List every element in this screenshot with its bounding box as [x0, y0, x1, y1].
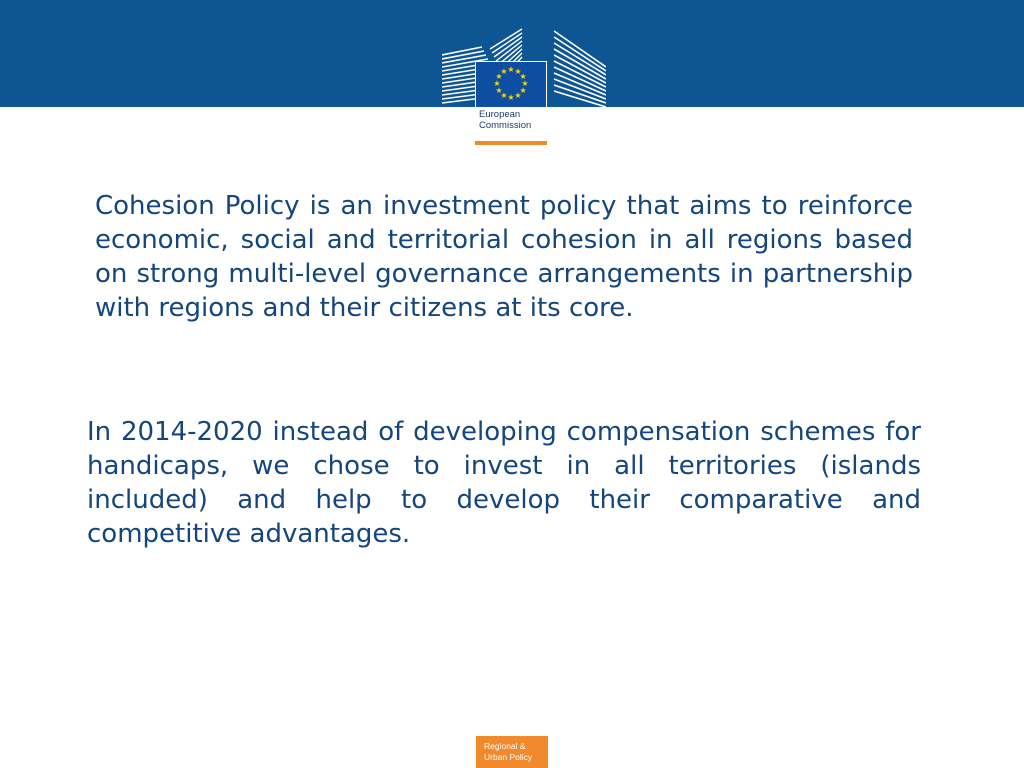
- svg-text:★: ★: [493, 79, 501, 88]
- logo-line-commission: Commission: [479, 119, 532, 131]
- badge-line-regional: Regional &: [484, 741, 526, 751]
- eu-stars-circle: [476, 62, 546, 107]
- logo-card: [475, 61, 547, 145]
- svg-text:★: ★: [521, 79, 529, 88]
- badge-line-urban-policy: Urban Policy: [484, 752, 533, 762]
- svg-text:★: ★: [507, 93, 515, 102]
- logo-wordmark: [479, 110, 531, 131]
- cohesion-policy-paragraph: Cohesion Policy is an investment policy that aims to reinforce economic, social and territorial cohesion in all regions based on strong multi-level governance arrangements in partnership with regions and their citizens at its core.: [95, 191, 913, 323]
- svg-text:★: ★: [495, 86, 503, 95]
- svg-text:★: ★: [500, 66, 508, 76]
- european-commission-logo: [442, 25, 606, 145]
- svg-text:★: ★: [519, 72, 527, 81]
- svg-text:★: ★: [514, 66, 522, 76]
- logo-line-european: European: [479, 109, 521, 120]
- regional-urban-policy-badge: [476, 736, 548, 768]
- svg-text:★: ★: [500, 91, 508, 101]
- svg-text:★: ★: [495, 72, 503, 81]
- eu-flag-icon: [476, 62, 546, 107]
- svg-text:★: ★: [514, 91, 522, 101]
- svg-text:★: ★: [507, 65, 515, 74]
- svg-text:★: ★: [519, 86, 527, 95]
- investment-paragraph: In 2014-2020 instead of developing compensation schemes for handicaps, we chose to invest in all territories (islands included) and help to develop their comparative and competitive advantages.: [87, 417, 921, 549]
